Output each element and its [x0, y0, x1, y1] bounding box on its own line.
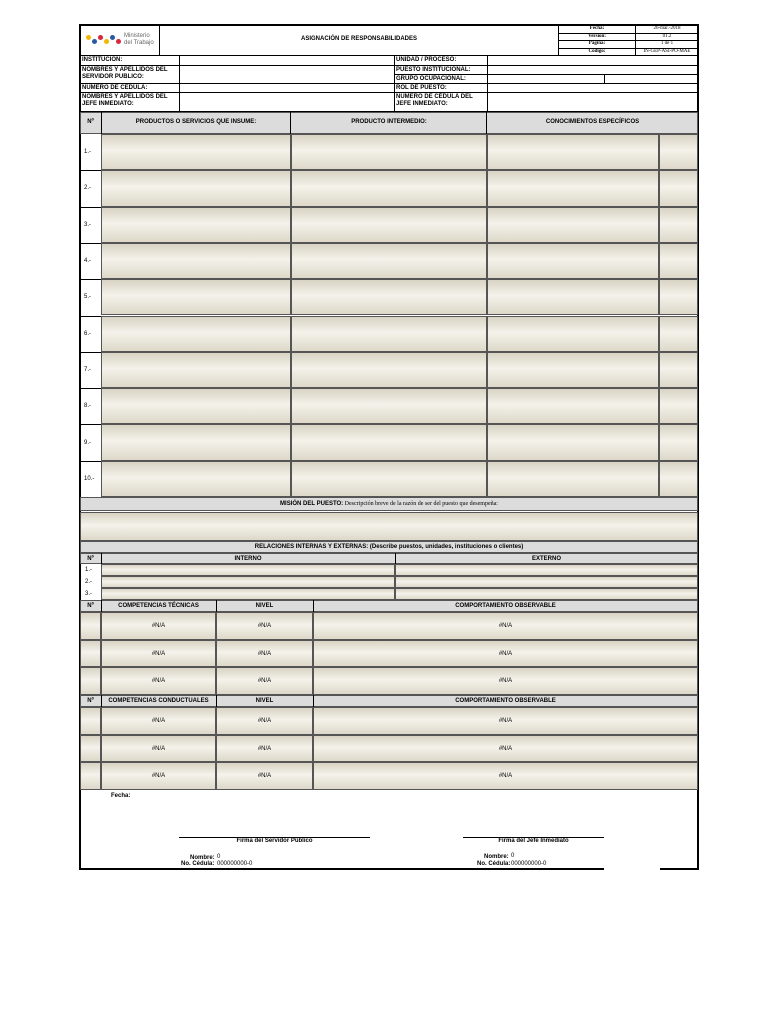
conocimientos-extra-field[interactable]	[659, 352, 698, 388]
meta-value: 26-mar.-2018	[653, 26, 681, 31]
na-value: #N/A	[151, 622, 166, 629]
interno-field[interactable]	[101, 564, 395, 576]
jefe-cedula-value: 000000000-0	[511, 861, 547, 867]
jefe-nombre-label: Nombre:	[484, 854, 509, 860]
intermedio-field[interactable]	[291, 170, 487, 206]
logo-dot	[104, 39, 109, 44]
conocimientos-extra-field[interactable]	[659, 279, 698, 315]
conocimientos-field[interactable]	[487, 316, 659, 352]
jefe-cedula-label: No. Cédula:	[477, 861, 511, 867]
firma-jefe-label: Firma del Jefe Inmediato	[498, 838, 569, 844]
comp-number-field[interactable]	[80, 667, 101, 695]
conocimientos-field[interactable]	[487, 170, 659, 206]
na-value: #N/A	[498, 650, 513, 657]
insume-field[interactable]	[101, 424, 291, 460]
na-value: #N/A	[257, 650, 272, 657]
mision-desc: Descripción breve de la razón de ser del puesto que desempeña:	[343, 501, 498, 507]
na-value: #N/A	[257, 678, 272, 685]
externo-field[interactable]	[395, 564, 698, 576]
externo-field[interactable]	[395, 588, 698, 600]
intermedio-field[interactable]	[291, 243, 487, 279]
insume-field[interactable]	[101, 170, 291, 206]
interno-field[interactable]	[101, 588, 395, 600]
label-institucion: INSTITUCIÓN:	[82, 57, 123, 63]
comp-col-comport: COMPORTAMIENTO OBSERVABLE	[455, 698, 556, 704]
na-value: #N/A	[257, 773, 272, 780]
na-value: #N/A	[151, 717, 166, 724]
conocimientos-extra-field[interactable]	[659, 243, 698, 279]
logo-dot	[98, 35, 103, 40]
mision-header	[80, 500, 698, 508]
externo-field[interactable]	[395, 576, 698, 588]
meta-label: Versión:	[588, 33, 606, 39]
col-conocimientos: CONOCIMIENTOS ESPECÍFICOS	[545, 119, 640, 125]
intermedio-field[interactable]	[291, 316, 487, 352]
insume-field[interactable]	[101, 134, 291, 170]
intermedio-field[interactable]	[291, 207, 487, 243]
product-row-number: 10.-	[84, 475, 95, 482]
product-row-number: 7.-	[84, 366, 92, 373]
servidor-nombre-value: 0	[217, 854, 221, 860]
logo-dot	[110, 35, 115, 40]
logo-line1: Ministerio	[124, 33, 150, 39]
conocimientos-field[interactable]	[487, 279, 659, 315]
comp-number-field[interactable]	[80, 762, 101, 790]
relaciones-title: RELACIONES INTERNAS Y EXTERNAS: (Describe puestos, unidades, instituciones o clientes)	[254, 544, 524, 550]
na-value: #N/A	[498, 678, 513, 685]
jefe-nombre-value: 0	[511, 853, 515, 859]
conocimientos-extra-field[interactable]	[659, 424, 698, 460]
insume-field[interactable]	[101, 207, 291, 243]
intermedio-field[interactable]	[291, 461, 487, 497]
label-unidad: UNIDAD / PROCESO:	[396, 57, 457, 63]
rel-col-interno: INTERNO	[234, 556, 262, 562]
comp-col-name: COMPETENCIAS CONDUCTUALES	[108, 698, 209, 704]
col-intermedio: PRODUCTO INTERMEDIO:	[351, 119, 427, 125]
comp-col-no: Nº	[87, 603, 94, 609]
rel-row-number: 3.-	[85, 591, 93, 597]
logo	[86, 30, 158, 52]
intermedio-field[interactable]	[291, 134, 487, 170]
na-value: #N/A	[151, 773, 166, 780]
comp-number-field[interactable]	[80, 707, 101, 735]
meta-label: Página:	[588, 41, 606, 46]
col-insume: PRODUCTOS O SERVICIOS QUE INSUME:	[135, 119, 257, 125]
conocimientos-field[interactable]	[487, 352, 659, 388]
logo-dot	[86, 35, 91, 40]
label-nombres-jefe: NOMBRES Y APELLIDOS DEL JEFE INMEDIATO:	[82, 94, 168, 107]
product-row-number: 6.-	[84, 330, 92, 337]
interno-field[interactable]	[101, 576, 395, 588]
col-no: Nº	[87, 119, 94, 125]
comp-col-comport: COMPORTAMIENTO OBSERVABLE	[455, 603, 556, 609]
product-row-number: 8.-	[84, 403, 92, 410]
product-row-number: 3.-	[84, 221, 92, 228]
na-value: #N/A	[151, 650, 166, 657]
product-row-number: 4.-	[84, 258, 92, 265]
servidor-nombre-label: Nombre:	[190, 855, 215, 861]
rel-row-number: 1.-	[85, 567, 93, 573]
na-value: #N/A	[498, 717, 513, 724]
servidor-cedula-value: 000000000-0	[217, 861, 253, 867]
label-rol: ROL DE PUESTO:	[396, 85, 447, 91]
meta-label: Fecha:	[589, 26, 605, 31]
comp-number-field[interactable]	[80, 735, 101, 763]
product-row-number: 9.-	[84, 439, 92, 446]
na-value: #N/A	[257, 622, 272, 629]
conocimientos-field[interactable]	[487, 243, 659, 279]
conocimientos-field[interactable]	[487, 134, 659, 170]
label-nombres-servidor: NOMBRES Y APELLIDOS DEL SERVIDOR PUBLICO:	[82, 67, 168, 80]
na-value: #N/A	[498, 622, 513, 629]
comp-col-nivel: NIVEL	[255, 698, 274, 704]
comp-col-nivel: NIVEL	[255, 603, 274, 609]
intermedio-field[interactable]	[291, 279, 487, 315]
conocimientos-extra-field[interactable]	[659, 134, 698, 170]
conocimientos-field[interactable]	[487, 388, 659, 424]
product-row-number: 5.-	[84, 294, 92, 301]
conocimientos-extra-field[interactable]	[659, 316, 698, 352]
conocimientos-field[interactable]	[487, 207, 659, 243]
meta-label: Código:	[588, 48, 606, 54]
logo-dot	[116, 39, 121, 44]
form-title: ASIGNACIÓN DE RESPONSABILIDADES	[300, 36, 417, 42]
na-value: #N/A	[257, 717, 272, 724]
meta-value: IN-GEP-ASI-PO-MAE	[643, 48, 691, 54]
comp-col-name: COMPETENCIAS TÉCNICAS	[118, 603, 199, 609]
label-cedula-jefe: NÚMERO DE CÉDULA DEL JEFE INMEDIATO:	[396, 94, 473, 107]
conocimientos-extra-field[interactable]	[659, 461, 698, 497]
rel-col-no: Nº	[87, 556, 94, 562]
rel-row-number: 2.-	[85, 579, 93, 585]
na-value: #N/A	[151, 745, 166, 752]
comp-number-field[interactable]	[80, 640, 101, 668]
conocimientos-field[interactable]	[487, 424, 659, 460]
conocimientos-extra-field[interactable]	[659, 170, 698, 206]
logo-line2: del Trabajo	[124, 40, 154, 46]
intermedio-field[interactable]	[291, 352, 487, 388]
insume-field[interactable]	[101, 461, 291, 497]
fecha-label: Fecha:	[111, 793, 131, 799]
logo-dot	[92, 39, 97, 44]
insume-field[interactable]	[101, 388, 291, 424]
product-row-number: 1.-	[84, 149, 92, 156]
mision-label: MISIÓN DEL PUESTO:	[280, 501, 344, 507]
firma-servidor-label: Firma del Servidor Público	[236, 838, 313, 844]
meta-value: 01.2	[662, 33, 672, 39]
insume-field[interactable]	[101, 279, 291, 315]
label-cedula: NÚMERO DE CEDULA:	[82, 85, 148, 91]
intermedio-field[interactable]	[291, 424, 487, 460]
conocimientos-extra-field[interactable]	[659, 388, 698, 424]
label-puesto: PUESTO INSTITUCIONAL:	[396, 67, 471, 73]
servidor-cedula-label: No. Cédula:	[181, 861, 215, 867]
conocimientos-extra-field[interactable]	[659, 207, 698, 243]
rel-col-externo: EXTERNO	[531, 556, 561, 562]
comp-col-no: Nº	[87, 698, 94, 704]
mision-field[interactable]	[80, 512, 698, 541]
insume-field[interactable]	[101, 243, 291, 279]
conocimientos-field[interactable]	[487, 461, 659, 497]
insume-field[interactable]	[101, 316, 291, 352]
na-value: #N/A	[151, 678, 166, 685]
product-row-number: 2.-	[84, 185, 92, 192]
insume-field[interactable]	[101, 352, 291, 388]
label-grupo: GRUPO OCUPACIONAL:	[396, 76, 466, 82]
na-value: #N/A	[498, 745, 513, 752]
na-value: #N/A	[498, 773, 513, 780]
na-value: #N/A	[257, 745, 272, 752]
comp-number-field[interactable]	[80, 612, 101, 640]
meta-value: 1 de 1	[660, 41, 674, 46]
intermedio-field[interactable]	[291, 388, 487, 424]
